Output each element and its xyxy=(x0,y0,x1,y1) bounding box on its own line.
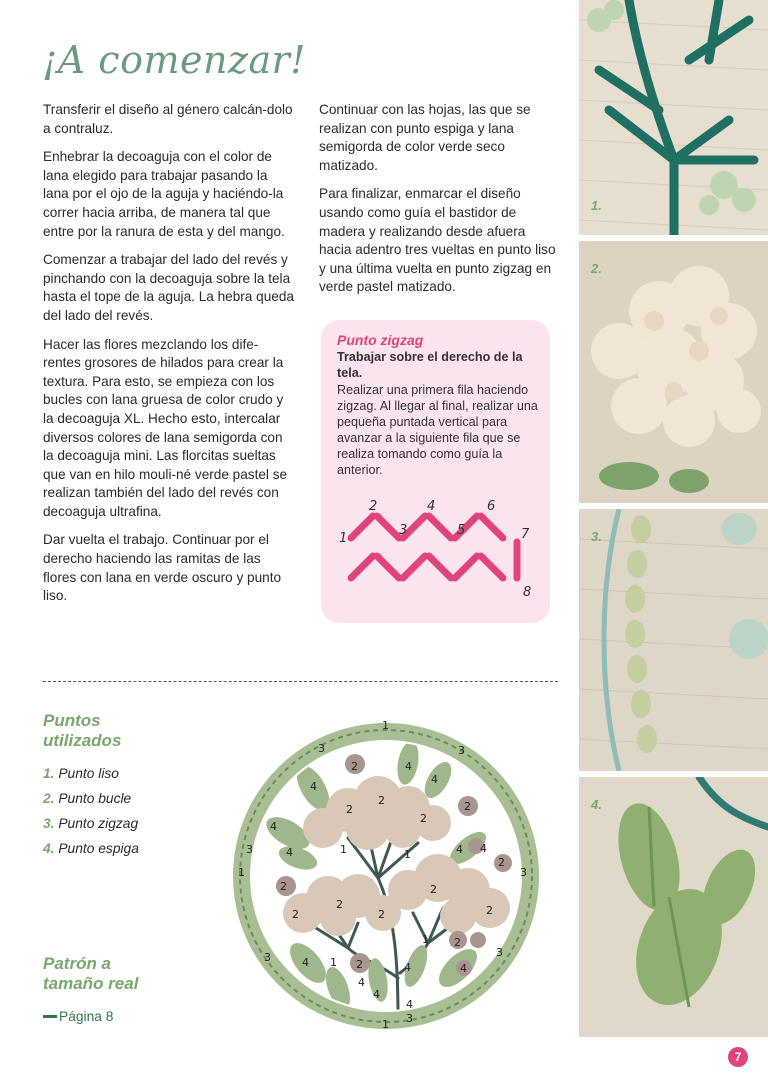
stitch-label: Punto liso xyxy=(58,766,119,781)
svg-text:4: 4 xyxy=(460,962,467,975)
stitch-number: 1. xyxy=(43,766,55,781)
embroidery-pattern xyxy=(228,718,544,1034)
svg-text:4: 4 xyxy=(404,961,411,974)
zigzag-step-label: 8 xyxy=(523,585,532,600)
photo-2 xyxy=(579,241,768,503)
dash-icon xyxy=(43,1015,57,1018)
zigzag-diagram xyxy=(321,490,550,605)
svg-text:4: 4 xyxy=(286,846,293,859)
page-number-badge: 7 xyxy=(728,1047,748,1067)
instruction-paragraph: Enhebrar la decoaguja con el color de lana elegido para trabajar pasando la lana por el ojo de la aguja y haciéndo-la correr hacia arriba, de manera tal que entre por la ranura de esta y del mango. xyxy=(43,149,285,239)
zigzag-step-label: 7 xyxy=(521,527,530,542)
svg-text:3: 3 xyxy=(496,946,503,959)
svg-text:3: 3 xyxy=(458,744,465,757)
svg-text:3: 3 xyxy=(318,742,325,755)
svg-text:4: 4 xyxy=(405,760,412,773)
svg-text:2: 2 xyxy=(420,812,427,825)
zigzag-step-label: 3 xyxy=(399,523,408,538)
svg-text:1: 1 xyxy=(340,843,347,856)
svg-text:4: 4 xyxy=(270,820,277,833)
svg-text:2: 2 xyxy=(356,958,363,971)
stitch-label: Punto espiga xyxy=(58,841,139,856)
svg-text:1: 1 xyxy=(404,848,411,861)
list-item xyxy=(43,766,139,791)
photo-4 xyxy=(579,777,768,1037)
instruction-paragraph: Dar vuelta el trabajo. Continuar por el derecho haciendo las ramitas de las flores con lana en verde oscuro y punto liso. xyxy=(43,532,282,604)
stitches-heading: Puntos utilizados xyxy=(43,711,122,750)
stitch-number: 3. xyxy=(43,816,55,831)
photo-label: 2. xyxy=(591,261,602,276)
svg-text:2: 2 xyxy=(280,880,287,893)
svg-text:3: 3 xyxy=(406,1012,413,1025)
instruction-paragraph: Para finalizar, enmarcar el diseño usando como guía el bastidor de madera y realizando desde afuera hacia adentro tres vueltas en punto liso y una última vuelta en punto zigzag en verde pastel matizado. xyxy=(319,186,556,295)
page-title: ¡A comenzar! xyxy=(42,38,307,82)
svg-text:1: 1 xyxy=(382,1018,389,1031)
zigzag-step-label: 4 xyxy=(427,499,436,514)
svg-text:2: 2 xyxy=(454,936,461,949)
stitch-label: Punto zigzag xyxy=(58,816,139,831)
instruction-paragraph: Hacer las flores mezclando los dife-rentes grosores de hilados para crear la textura. Para esto, se empieza con los bucles con lana gruesa de color crudo y la decoaguja XL. Hecho esto, intercalar diversos colores de lana semigorda con la decoaguja mini. Las florcitas sueltas que van en hilo mouli-né verde pastel se realizan también del lado del revés con decoaguja ultrafina. xyxy=(43,336,288,519)
stitch-label: Punto bucle xyxy=(58,791,132,806)
svg-text:4: 4 xyxy=(358,976,365,989)
photo-1-image xyxy=(579,0,768,235)
svg-text:4: 4 xyxy=(302,956,309,969)
instructions-right-column xyxy=(319,101,557,307)
list-item xyxy=(43,816,139,841)
photo-2-image xyxy=(579,241,768,503)
list-item xyxy=(43,841,139,866)
svg-text:2: 2 xyxy=(498,856,505,869)
svg-text:2: 2 xyxy=(486,904,493,917)
svg-text:2: 2 xyxy=(336,898,343,911)
pattern-heading: Patrón a tamaño real xyxy=(43,954,139,993)
svg-text:1: 1 xyxy=(422,933,429,946)
svg-text:3: 3 xyxy=(520,866,527,879)
svg-text:4: 4 xyxy=(431,773,438,786)
section-divider xyxy=(43,681,558,682)
pattern-page-link[interactable] xyxy=(43,1009,113,1024)
stitch-number: 4. xyxy=(43,841,55,856)
instruction-paragraph: Transferir el diseño al género calcán-dolo a contraluz. xyxy=(43,102,293,136)
zigzag-description: Realizar una primera fila haciendo zigzag. Al llegar al final, realizar una pequeña puntada vertical para avanzar a la siguiente fila que se realiza tomando como guía la anterior. xyxy=(337,383,538,477)
svg-text:2: 2 xyxy=(378,908,385,921)
svg-text:2: 2 xyxy=(430,883,437,896)
photo-4-image xyxy=(579,777,768,1037)
svg-text:2: 2 xyxy=(464,800,471,813)
photo-3 xyxy=(579,509,768,771)
stitch-list xyxy=(43,766,139,866)
photo-label: 1. xyxy=(591,198,602,213)
svg-text:2: 2 xyxy=(378,794,385,807)
svg-text:4: 4 xyxy=(456,843,463,856)
zigzag-step-label: 6 xyxy=(487,499,496,514)
svg-text:1: 1 xyxy=(382,719,389,732)
svg-text:2: 2 xyxy=(351,760,358,773)
svg-text:4: 4 xyxy=(310,780,317,793)
svg-text:3: 3 xyxy=(246,843,253,856)
svg-text:1: 1 xyxy=(238,866,245,879)
svg-text:3: 3 xyxy=(264,951,271,964)
list-item xyxy=(43,791,139,816)
pattern-page-label: Página 8 xyxy=(59,1009,114,1024)
zigzag-step-label: 2 xyxy=(369,499,378,514)
zigzag-info-box xyxy=(321,320,550,623)
zigzag-title: Punto zigzag xyxy=(337,332,424,348)
photo-label: 4. xyxy=(591,797,602,812)
stitch-number: 2. xyxy=(43,791,55,806)
zigzag-step-label: 1 xyxy=(339,531,348,546)
svg-text:4: 4 xyxy=(480,842,487,855)
svg-text:1: 1 xyxy=(330,956,337,969)
svg-text:2: 2 xyxy=(346,803,353,816)
instructions-left-column xyxy=(43,101,295,616)
photo-1 xyxy=(579,0,768,235)
instruction-paragraph: Comenzar a trabajar del lado del revés y pinchando con la decoaguja sobre la tela hasta el tope de la aguja. La hebra queda del lado del revés. xyxy=(43,252,294,323)
instruction-paragraph: Continuar con las hojas, las que se realizan con punto espiga y lana semigorda de color verde seco matizado. xyxy=(319,102,531,173)
svg-text:4: 4 xyxy=(406,998,413,1011)
svg-text:2: 2 xyxy=(292,908,299,921)
photo-label: 3. xyxy=(591,529,602,544)
photo-3-image xyxy=(579,509,768,771)
zigzag-subtitle: Trabajar sobre el derecho de la tela. xyxy=(337,350,523,380)
svg-text:4: 4 xyxy=(373,988,380,1001)
zigzag-step-label: 5 xyxy=(457,523,466,538)
